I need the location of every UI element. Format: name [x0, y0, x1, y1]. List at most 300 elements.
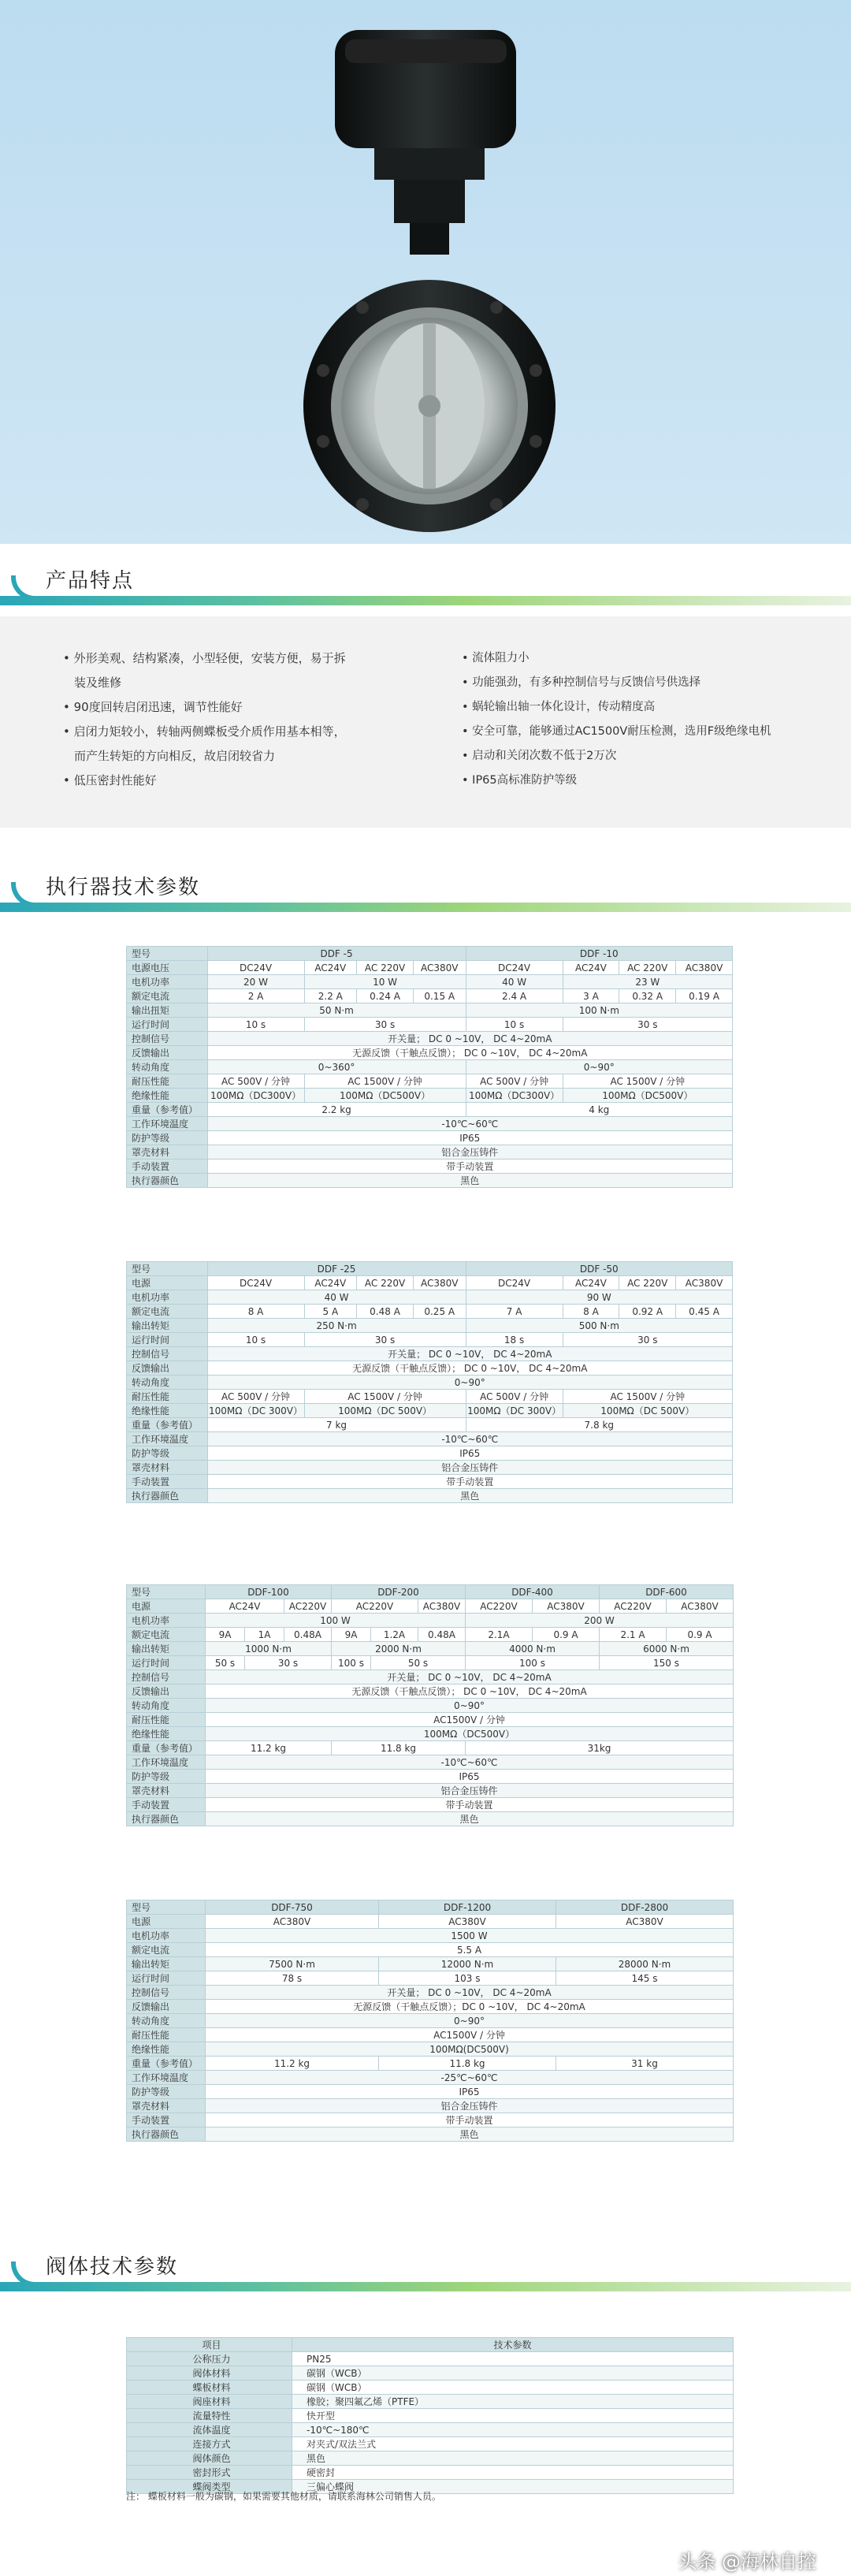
- table-cell: 40 W: [207, 1290, 466, 1305]
- table-row: [127, 2071, 734, 2085]
- table-row: [127, 1361, 733, 1375]
- table-cell: 200 W: [466, 1614, 734, 1628]
- table-cell: AC380V: [379, 1915, 556, 1929]
- row-label: 控制信号: [127, 1347, 208, 1361]
- table-cell: 18 s: [466, 1333, 563, 1347]
- table-row: [127, 2437, 734, 2451]
- row-label: 重量（参考值）: [127, 1418, 208, 1432]
- table-row: [127, 1628, 734, 1642]
- table-cell: 31kg: [466, 1741, 734, 1755]
- table-cell: 28000 N·m: [556, 1957, 734, 1971]
- table-header-row: [127, 1585, 734, 1599]
- feature-item: • 蜗轮输出轴一体化设计，传动精度高: [462, 701, 656, 713]
- table-row: [127, 1432, 733, 1446]
- table-cell: 2 A: [207, 989, 304, 1003]
- row-label: 转动角度: [127, 2014, 206, 2028]
- table-row: [127, 1929, 734, 1943]
- table-cell: DDF-2800: [556, 1900, 734, 1915]
- table-row: [127, 1089, 733, 1103]
- table-cell: DDF -10: [466, 947, 732, 961]
- table-cell: 50 s: [371, 1656, 466, 1670]
- table-cell: 7.8 kg: [466, 1418, 732, 1432]
- table-cell: 10 s: [207, 1018, 304, 1032]
- table-cell: 100MΩ（DC500V）: [206, 1727, 734, 1741]
- table-cell: 11.8 kg: [332, 1741, 466, 1755]
- row-label: 手动装置: [127, 1798, 206, 1812]
- table-row: [127, 1446, 733, 1461]
- table-cell: 100MΩ（DC 500V）: [304, 1404, 466, 1418]
- table-row: [127, 1943, 734, 1957]
- table-cell: DC24V: [207, 1276, 304, 1290]
- table-cell: 0.15 A: [413, 989, 466, 1003]
- table-cell: 0~90°: [206, 2014, 734, 2028]
- table-row: [127, 1798, 734, 1812]
- table-cell: -25℃~60℃: [206, 2071, 734, 2085]
- table-row: [127, 1375, 733, 1390]
- table-cell: AC380V: [413, 1276, 466, 1290]
- table-cell: 2.2 A: [304, 989, 357, 1003]
- table-cell: 90 W: [466, 1290, 732, 1305]
- table-row: [127, 1461, 733, 1475]
- table-cell: 黑色: [206, 2127, 734, 2142]
- section-title: 产品特点: [46, 569, 135, 593]
- table-cell: AC220V: [466, 1599, 533, 1614]
- table-cell: DDF -50: [466, 1262, 732, 1276]
- row-label: 手动装置: [127, 1160, 208, 1174]
- table-row: [127, 1305, 733, 1319]
- table-cell: AC380V: [418, 1599, 466, 1614]
- row-label: 公称压力: [127, 2352, 292, 2366]
- table-row: [127, 1018, 733, 1032]
- table-row: [127, 1174, 733, 1188]
- table-row: [127, 2000, 734, 2014]
- table-cell: 铝合金压铸件: [207, 1461, 732, 1475]
- table-cell: DDF-1200: [379, 1900, 556, 1915]
- row-label: 耐压性能: [127, 1390, 208, 1404]
- table-cell: 1000 N·m: [206, 1642, 332, 1656]
- table-row: [127, 1276, 733, 1290]
- table-cell: 1500 W: [206, 1929, 734, 1943]
- table-row: [127, 2366, 734, 2381]
- table-cell: 无源反馈（干触点反馈）； DC 0 ~10V， DC 4~20mA: [206, 1684, 734, 1699]
- table-cell: 0.24 A: [357, 989, 414, 1003]
- section-header-features: [0, 564, 851, 612]
- table-row: [127, 1971, 734, 1986]
- table-cell: 12000 N·m: [379, 1957, 556, 1971]
- row-label: 重量（参考值）: [127, 1741, 206, 1755]
- table-cell: 100MΩ（DC500V）: [563, 1089, 732, 1103]
- table-cell: AC 500V / 分钟: [207, 1390, 304, 1404]
- table-cell: AC 1500V / 分钟: [304, 1074, 466, 1089]
- table-cell: 30 s: [304, 1333, 466, 1347]
- row-label: 流量特性: [127, 2409, 292, 2423]
- table-row: [127, 2466, 734, 2480]
- table-cell: 0.25 A: [413, 1305, 466, 1319]
- table-row: [127, 1060, 733, 1074]
- table-cell: 50 N·m: [207, 1003, 466, 1018]
- actuator-spec-table-1: [126, 946, 733, 1188]
- table-row: [127, 1003, 733, 1018]
- row-label: 额定电流: [127, 989, 208, 1003]
- row-label: 重量（参考值）: [127, 2057, 206, 2071]
- table-row: [127, 1670, 734, 1684]
- feature-item: • 启闭力矩较小，转轴两侧蝶板受介质作用基本相等，: [63, 724, 346, 739]
- table-row: [127, 1404, 733, 1418]
- table-cell: 50 s: [206, 1656, 245, 1670]
- table-cell: 7500 N·m: [206, 1957, 379, 1971]
- row-label: 反馈输出: [127, 1361, 208, 1375]
- table-cell: 0.19 A: [676, 989, 733, 1003]
- table-cell: 5.5 A: [206, 1943, 734, 1957]
- table-row: [127, 2057, 734, 2071]
- row-label: 转动角度: [127, 1375, 208, 1390]
- table-cell: AC380V: [533, 1599, 600, 1614]
- table-cell: AC24V: [206, 1599, 284, 1614]
- table-cell: AC 220V: [357, 1276, 414, 1290]
- row-label: 防护等级: [127, 1446, 208, 1461]
- table-cell: AC 220V: [619, 1276, 676, 1290]
- table-row: [127, 2127, 734, 2142]
- feature-item: • 流体阻力小: [462, 652, 530, 664]
- row-label: 阀座材料: [127, 2395, 292, 2409]
- header-cell: 技术参数: [292, 2338, 734, 2352]
- table-cell: AC24V: [304, 961, 357, 975]
- table-row: [127, 1957, 734, 1971]
- table-cell: 11.8 kg: [379, 2057, 556, 2071]
- table-row: [127, 1475, 733, 1489]
- table-header-row: [127, 1900, 734, 1915]
- table-cell: 无源反馈（干触点反馈）； DC 0 ~10V， DC 4~20mA: [207, 1046, 732, 1060]
- header-cell: 项目: [127, 2338, 292, 2352]
- table-row: [127, 1915, 734, 1929]
- row-label: 罩壳材料: [127, 1784, 206, 1798]
- table-cell: IP65: [207, 1131, 732, 1145]
- table-cell: 100MΩ（DC500V）: [304, 1089, 466, 1103]
- butterfly-valve-image: [0, 0, 851, 544]
- table-cell: 78 s: [206, 1971, 379, 1986]
- row-label: 执行器颜色: [127, 1174, 208, 1188]
- table-cell: 带手动装置: [207, 1475, 732, 1489]
- table-cell: 铝合金压铸件: [206, 2099, 734, 2113]
- features-right: [462, 646, 848, 793]
- table-cell: 2.4 A: [466, 989, 563, 1003]
- table-cell: DDF-200: [332, 1585, 466, 1599]
- section-header-actuator: [0, 871, 851, 918]
- feature-item: • 启动和关闭次数不低于2万次: [462, 750, 617, 762]
- table-cell: 9A: [332, 1628, 371, 1642]
- table-cell: IP65: [206, 1770, 734, 1784]
- row-label: 阀体颜色: [127, 2451, 292, 2466]
- table-row: [127, 2028, 734, 2042]
- table-cell: AC1500V / 分钟: [206, 2028, 734, 2042]
- table-row: [127, 1614, 734, 1628]
- section-title: 执行器技术参数: [46, 876, 201, 899]
- table-cell: 6000 N·m: [600, 1642, 734, 1656]
- row-label: 防护等级: [127, 1770, 206, 1784]
- feature-item: • 功能强劲，有多种控制信号与反馈信号供选择: [462, 676, 701, 689]
- table-cell: 3 A: [563, 989, 619, 1003]
- row-label: 运行时间: [127, 1333, 208, 1347]
- table-cell: 2.2 kg: [207, 1103, 466, 1117]
- table-cell: 黑色: [207, 1489, 732, 1503]
- row-label: 反馈输出: [127, 2000, 206, 2014]
- row-label: 输出扭矩: [127, 1003, 208, 1018]
- table-row: [127, 2085, 734, 2099]
- table-cell: 碳钢（WCB）: [292, 2381, 734, 2395]
- table-cell: 2.1 A: [600, 1628, 667, 1642]
- table-cell: 2.1A: [466, 1628, 533, 1642]
- table-row: [127, 1642, 734, 1656]
- footnote: 注： 蝶板材料一般为碳钢，如果需要其他材质，请联系海林公司销售人员。: [126, 2491, 441, 2502]
- row-label: 执行器颜色: [127, 2127, 206, 2142]
- table-cell: -10℃~180℃: [292, 2423, 734, 2437]
- table-cell: DC24V: [466, 961, 563, 975]
- table-row: [127, 2451, 734, 2466]
- table-cell: 10 s: [466, 1018, 563, 1032]
- table-row: [127, 1103, 733, 1117]
- table-cell: 100MΩ（DC300V）: [466, 1089, 563, 1103]
- row-label: 输出转矩: [127, 1642, 206, 1656]
- row-label: 输出转矩: [127, 1319, 208, 1333]
- table-cell: 带手动装置: [206, 1798, 734, 1812]
- table-cell: AC24V: [563, 1276, 619, 1290]
- table-cell: IP65: [207, 1446, 732, 1461]
- table-cell: 20 W: [207, 975, 304, 989]
- table-row: [127, 1755, 734, 1770]
- table-cell: 0~90°: [206, 1699, 734, 1713]
- row-label: 工作环境温度: [127, 2071, 206, 2085]
- table-row: [127, 1812, 734, 1826]
- feature-item: • IP65高标准防护等级: [462, 774, 578, 787]
- table-cell: 10 s: [207, 1333, 304, 1347]
- table-row: [127, 2395, 734, 2409]
- feature-item: • 安全可靠，能够通过AC1500V耐压检测，选用F级绝缘电机: [462, 725, 771, 738]
- section-header-body: [0, 2250, 851, 2298]
- table-cell: 黑色: [207, 1174, 732, 1188]
- table-cell: DDF-400: [466, 1585, 600, 1599]
- table-cell: 4000 N·m: [466, 1642, 600, 1656]
- table-cell: 0.9 A: [667, 1628, 734, 1642]
- table-row: [127, 1046, 733, 1060]
- table-cell: 橡胶；聚四氟乙烯（PTFE）: [292, 2395, 734, 2409]
- table-cell: 23 W: [563, 975, 732, 989]
- row-label: 额定电流: [127, 1628, 206, 1642]
- row-label: 运行时间: [127, 1971, 206, 1986]
- row-label: 额定电流: [127, 1943, 206, 1957]
- table-row: [127, 1145, 733, 1160]
- table-cell: 100 N·m: [466, 1003, 732, 1018]
- table-row: [127, 2113, 734, 2127]
- table-row: [127, 1319, 733, 1333]
- actuator-spec-table-2: [126, 1261, 733, 1503]
- row-label: 执行器颜色: [127, 1812, 206, 1826]
- table-cell: 无源反馈（干触点反馈）； DC 0 ~10V， DC 4~20mA: [207, 1361, 732, 1375]
- table-cell: 开关量； DC 0 ~10V， DC 4~20mA: [207, 1347, 732, 1361]
- table-row: [127, 2099, 734, 2113]
- row-label: 转动角度: [127, 1699, 206, 1713]
- feature-item: • 外形美观、结构紧凑，小型轻便，安装方便，易于拆: [63, 651, 346, 665]
- table-cell: 0.32 A: [619, 989, 676, 1003]
- table-cell: 开关量； DC 0 ~10V， DC 4~20mA: [207, 1032, 732, 1046]
- row-label: 反馈输出: [127, 1684, 206, 1699]
- table-cell: 黑色: [292, 2451, 734, 2466]
- row-label: 蝶板材料: [127, 2381, 292, 2395]
- table-cell: DDF-600: [600, 1585, 734, 1599]
- row-label: 型号: [127, 1900, 206, 1915]
- row-label: 工作环境温度: [127, 1432, 208, 1446]
- row-label: 反馈输出: [127, 1046, 208, 1060]
- table-cell: 0.92 A: [619, 1305, 676, 1319]
- table-cell: DDF -5: [207, 947, 466, 961]
- table-cell: AC 1500V / 分钟: [563, 1074, 732, 1089]
- row-label: 电源: [127, 1276, 208, 1290]
- table-row: [127, 1986, 734, 2000]
- valve-body-spec-table: [126, 2337, 734, 2494]
- table-row: [127, 1741, 734, 1755]
- table-cell: AC 500V / 分钟: [466, 1390, 563, 1404]
- table-cell: 8 A: [563, 1305, 619, 1319]
- table-row: [127, 1784, 734, 1798]
- row-label: 电机功率: [127, 1290, 208, 1305]
- table-cell: 三偏心蝶阀: [292, 2480, 734, 2494]
- table-cell: 4 kg: [466, 1103, 732, 1117]
- table-cell: 0.48A: [284, 1628, 332, 1642]
- table-cell: AC 1500V / 分钟: [304, 1390, 466, 1404]
- table-cell: AC 220V: [619, 961, 676, 975]
- table-cell: 100 W: [206, 1614, 466, 1628]
- table-cell: AC380V: [556, 1915, 734, 1929]
- table-row: [127, 2352, 734, 2366]
- row-label: 蝶阀类型: [127, 2480, 292, 2494]
- row-label: 流体温度: [127, 2423, 292, 2437]
- table-cell: 7 kg: [207, 1418, 466, 1432]
- table-cell: 铝合金压铸件: [206, 1784, 734, 1798]
- row-label: 转动角度: [127, 1060, 208, 1074]
- table-cell: AC380V: [676, 1276, 733, 1290]
- row-label: 控制信号: [127, 1986, 206, 2000]
- table-cell: DDF -25: [207, 1262, 466, 1276]
- table-header-row: [127, 2338, 734, 2352]
- row-label: 绝缘性能: [127, 1404, 208, 1418]
- table-cell: 开关量； DC 0 ~10V， DC 4~20mA: [206, 1986, 734, 2000]
- table-row: [127, 2042, 734, 2057]
- table-cell: AC380V: [206, 1915, 379, 1929]
- table-row: [127, 2381, 734, 2395]
- feature-item: 而产生转矩的方向相反，故启闭较省力: [74, 749, 276, 763]
- table-cell: 100 s: [466, 1656, 600, 1670]
- table-cell: 500 N·m: [466, 1319, 732, 1333]
- table-row: [127, 1290, 733, 1305]
- row-label: 绝缘性能: [127, 1089, 208, 1103]
- table-cell: 9A: [206, 1628, 245, 1642]
- table-row: [127, 2409, 734, 2423]
- table-cell: IP65: [206, 2085, 734, 2099]
- table-cell: AC 220V: [357, 961, 414, 975]
- table-cell: 8 A: [207, 1305, 304, 1319]
- table-cell: 带手动装置: [207, 1160, 732, 1174]
- table-cell: AC 500V / 分钟: [207, 1074, 304, 1089]
- table-cell: AC220V: [600, 1599, 667, 1614]
- table-cell: 103 s: [379, 1971, 556, 1986]
- feature-item: • 90度回转启闭迅速，调节性能好: [63, 700, 243, 714]
- table-cell: 250 N·m: [207, 1319, 466, 1333]
- table-cell: 快开型: [292, 2409, 734, 2423]
- table-row: [127, 961, 733, 975]
- table-row: [127, 1599, 734, 1614]
- table-header-row: [127, 947, 733, 961]
- table-cell: 铝合金压铸件: [207, 1145, 732, 1160]
- table-cell: 1A: [245, 1628, 284, 1642]
- table-cell: AC 500V / 分钟: [466, 1074, 563, 1089]
- table-row: [127, 1117, 733, 1131]
- table-cell: 11.2 kg: [206, 1741, 332, 1755]
- table-cell: DDF-750: [206, 1900, 379, 1915]
- table-cell: AC380V: [676, 961, 733, 975]
- row-label: 工作环境温度: [127, 1755, 206, 1770]
- table-cell: AC220V: [332, 1599, 418, 1614]
- table-cell: 开关量； DC 0 ~10V， DC 4~20mA: [206, 1670, 734, 1684]
- row-label: 重量（参考值）: [127, 1103, 208, 1117]
- table-cell: 对夹式/双法兰式: [292, 2437, 734, 2451]
- row-label: 密封形式: [127, 2466, 292, 2480]
- row-label: 电机功率: [127, 1929, 206, 1943]
- row-label: 控制信号: [127, 1670, 206, 1684]
- table-cell: 100MΩ（DC300V）: [207, 1089, 304, 1103]
- table-cell: 100MΩ（DC 300V）: [466, 1404, 563, 1418]
- table-row: [127, 1727, 734, 1741]
- table-cell: 0.48A: [418, 1628, 466, 1642]
- actuator-spec-table-3: [126, 1584, 734, 1826]
- table-row: [127, 1684, 734, 1699]
- row-label: 型号: [127, 947, 208, 961]
- row-label: 运行时间: [127, 1018, 208, 1032]
- row-label: 罩壳材料: [127, 2099, 206, 2113]
- row-label: 绝缘性能: [127, 2042, 206, 2057]
- table-header-row: [127, 1262, 733, 1276]
- table-cell: 碳钢（WCB）: [292, 2366, 734, 2381]
- table-row: [127, 2423, 734, 2437]
- table-cell: AC220V: [284, 1599, 332, 1614]
- table-cell: 100 s: [332, 1656, 371, 1670]
- table-row: [127, 1489, 733, 1503]
- table-cell: 0~360°: [207, 1060, 466, 1074]
- row-label: 工作环境温度: [127, 1117, 208, 1131]
- table-row: [127, 1770, 734, 1784]
- actuator-spec-table-4: [126, 1900, 734, 2142]
- table-cell: 7 A: [466, 1305, 563, 1319]
- row-label: 控制信号: [127, 1032, 208, 1046]
- row-label: 耐压性能: [127, 2028, 206, 2042]
- row-label: 防护等级: [127, 2085, 206, 2099]
- table-cell: 150 s: [600, 1656, 734, 1670]
- table-cell: -10℃~60℃: [206, 1755, 734, 1770]
- table-cell: -10℃~60℃: [207, 1117, 732, 1131]
- table-cell: 10 W: [304, 975, 466, 989]
- row-label: 电源: [127, 1599, 206, 1614]
- table-cell: 0~90°: [207, 1375, 732, 1390]
- feature-item: 装及维修: [74, 676, 122, 690]
- watermark: 头条 @海林自控: [678, 2551, 816, 2573]
- table-cell: 5 A: [304, 1305, 357, 1319]
- table-cell: 30 s: [304, 1018, 466, 1032]
- table-cell: 2000 N·m: [332, 1642, 466, 1656]
- table-cell: 0.9 A: [533, 1628, 600, 1642]
- row-label: 输出转矩: [127, 1957, 206, 1971]
- section-title: 阀体技术参数: [46, 2255, 179, 2279]
- row-label: 连接方式: [127, 2437, 292, 2451]
- row-label: 电源电压: [127, 961, 208, 975]
- table-cell: DC24V: [207, 961, 304, 975]
